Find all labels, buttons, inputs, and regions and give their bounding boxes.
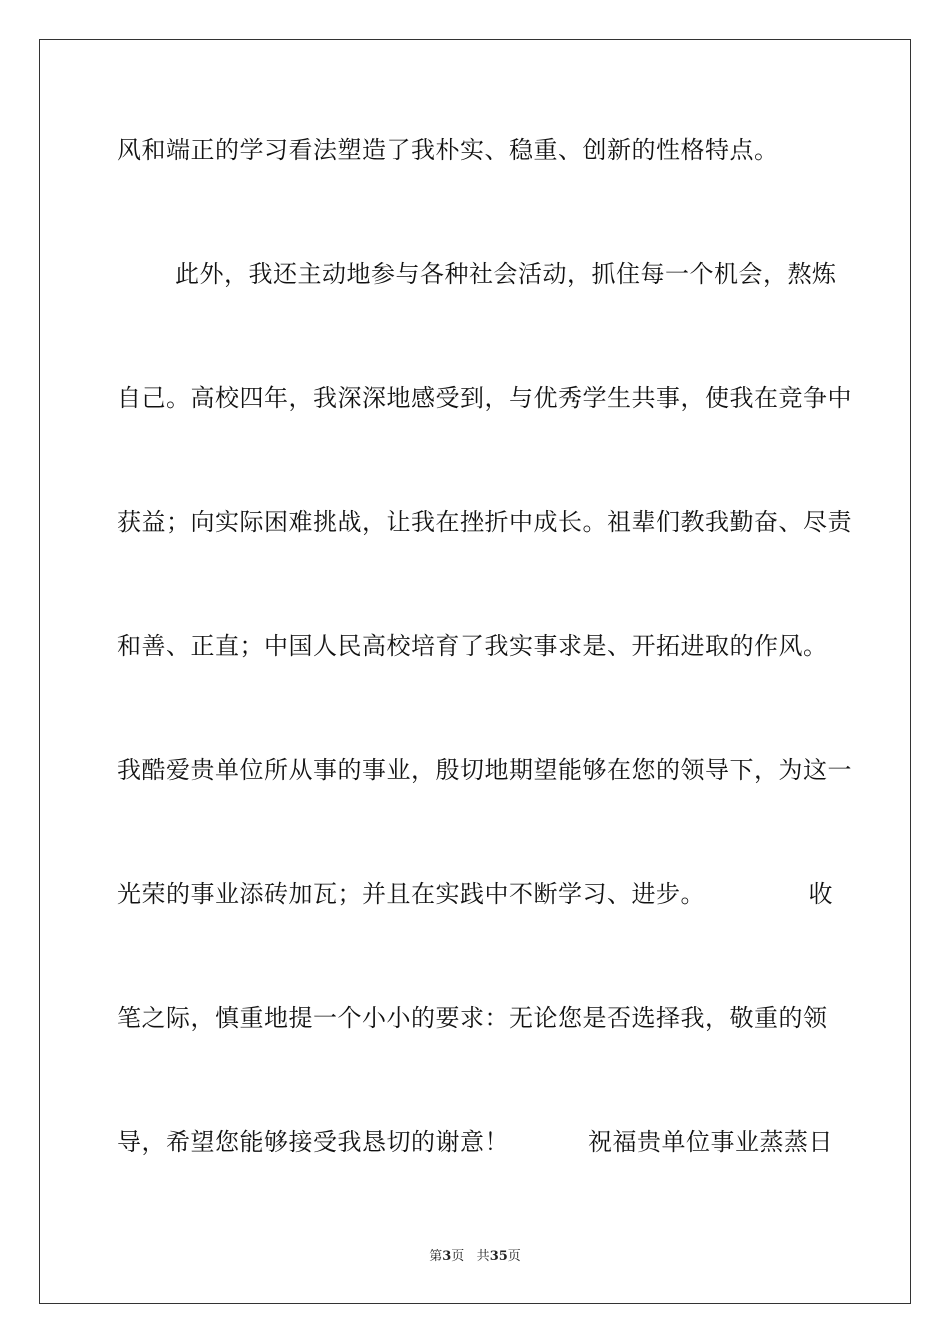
text-line-7 [117, 879, 833, 909]
text-line-9 [117, 1127, 833, 1157]
text-line-7-tail: 收 [808, 880, 833, 908]
text-line-4: 获益；向实际困难挑战，让我在挫折中成长。祖辈们教我勤奋、尽责 [117, 508, 852, 536]
page-number: 3 [442, 1249, 452, 1264]
text-line-6: 我酷爱贵单位所从事的事业，殷切地期望能够在您的领导下，为这一 [117, 756, 852, 784]
text-line-9-tail: 祝福贵单位事业蒸蒸日 [588, 1128, 833, 1156]
page-frame [39, 39, 911, 1304]
text-line-2: 此外，我还主动地参与各种社会活动，抓住每一个机会，熬炼 [175, 260, 837, 288]
text-line-1: 风和端正的学习看法塑造了我朴实、稳重、创新的性格特点。 [117, 136, 779, 164]
page-suffix: 页 [451, 1249, 465, 1264]
text-line-9-main: 导，希望您能够接受我恳切的谢意！ [117, 1128, 509, 1156]
text-line-3: 自己。高校四年，我深深地感受到，与优秀学生共事，使我在竞争中 [117, 384, 852, 412]
total-suffix: 页 [507, 1249, 521, 1264]
page-footer [0, 1248, 950, 1266]
page-prefix: 第 [429, 1249, 443, 1264]
text-line-5: 和善、正直；中国人民高校培育了我实事求是、开拓进取的作风。 [117, 632, 828, 660]
total-prefix: 共 [476, 1249, 490, 1264]
text-line-7-main: 光荣的事业添砖加瓦；并且在实践中不断学习、进步。 [117, 880, 705, 908]
total-pages: 35 [489, 1249, 508, 1264]
text-line-8: 笔之际，慎重地提一个小小的要求：无论您是否选择我，敬重的领 [117, 1004, 828, 1032]
